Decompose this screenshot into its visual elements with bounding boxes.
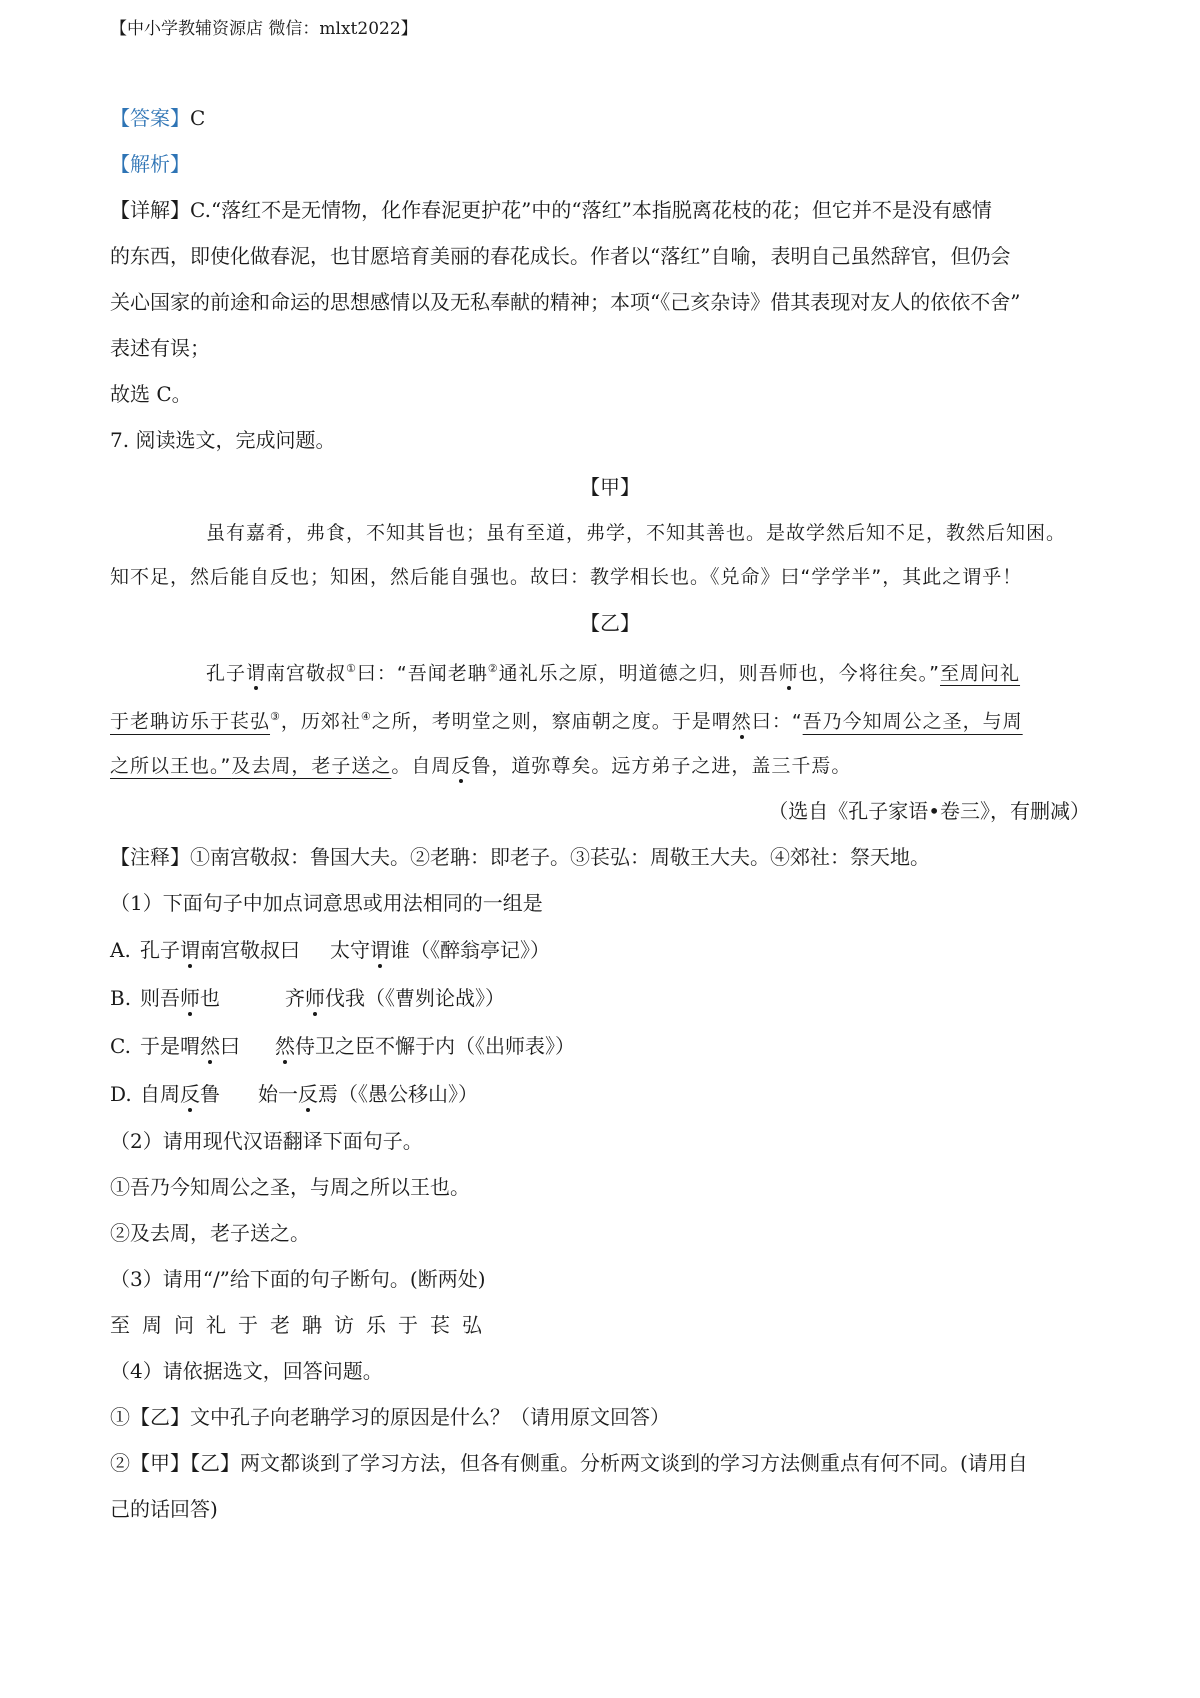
dotted-word: 反: [451, 754, 472, 777]
question-2-item: ①吾乃今知周公之圣，与周之所以王也。: [110, 1174, 470, 1199]
detail-paragraph: [110, 187, 1110, 371]
underlined-text: 之所以王也。”: [110, 754, 232, 777]
passage-yi-line: 于老聃访乐于苌弘③，历郊社④之所，考明堂之则，察庙朝之度。于是喟然曰：“吾乃今知周公之圣，与周: [110, 710, 1023, 733]
question-4-item: ①【乙】文中孔子向老聃学习的原因是什么？（请用原文回答）: [110, 1404, 670, 1429]
question-3-prompt: （3）请用“/”给下面的句子断句。(断两处): [110, 1266, 486, 1291]
dotted-word: 谓: [180, 937, 200, 962]
answer-line: [110, 95, 1110, 141]
question-2-item: ②及去周，老子送之。: [110, 1220, 310, 1245]
dotted-word: 师: [180, 985, 200, 1010]
dotted-word: 然: [275, 1033, 295, 1058]
question-3-sentence: 至周问礼于老聃访乐于苌弘: [110, 1312, 494, 1337]
question-1-prompt: （1）下面句子中加点词意思或用法相同的一组是: [110, 890, 543, 915]
question-4-item: 己的话回答): [110, 1496, 218, 1521]
question-7-title: 7. 阅读选文，完成问题。: [110, 428, 336, 452]
underlined-text: 及去周，老子送之: [231, 754, 392, 777]
question-4-item: ②【甲】【乙】两文都谈到了学习方法，但各有侧重。分析两文谈到的学习方法侧重点有何不同。(请用自: [110, 1450, 1028, 1475]
document-page: [110, 14, 1110, 1532]
passage-source: （选自《孔子家语•卷三》，有删减）: [768, 798, 1090, 823]
annotations: 【注释】①南宫敬叔：鲁国大夫。②老聃：即老子。③苌弘：周敬王大夫。④郊社：祭天地。: [110, 844, 930, 869]
detail-line: 表述有误；: [110, 336, 210, 360]
passage-jia-line: 虽有嘉肴，弗食，不知其旨也；虽有至道，弗学，不知其善也。是故学然后知不足，教然后知困。: [206, 522, 1067, 544]
option-b: B. 则吾师也 齐师伐我（《曹刿论战》）: [110, 985, 505, 1010]
option-a: A. 孔子谓南宫敬叔曰 太守谓谁（《醉翁亭记》）: [110, 937, 550, 962]
dotted-word: 师: [778, 662, 799, 685]
watermark: 【中小学教辅资源店 微信：mlxt2022】: [110, 19, 418, 39]
passage-yi-line: 之所以王也。”及去周，老子送之。自周反鲁，道弥尊矣。远方弟子之进，盖三千焉。: [110, 754, 852, 777]
passage-jia-line: 知不足，然后能自反也；知困，然后能自强也。故曰：教学相长也。《兑命》曰“学学半”，其此之谓乎！: [110, 566, 1023, 588]
dotted-word: 反: [180, 1081, 200, 1106]
option-c: C. 于是喟然曰 然侍卫之臣不懈于内（《出师表》）: [110, 1033, 575, 1058]
passage-jia-title: 【甲】: [580, 475, 640, 499]
passage-yi-line: 孔子谓南宫敬叔①曰：“吾闻老聃②通礼乐之原，明道德之归，则吾师也，今将往矣。”至周问礼: [206, 662, 1021, 685]
analysis-label: 【解析】: [110, 152, 190, 176]
answer-label: 【答案】: [110, 106, 190, 130]
question-4-prompt: （4）请依据选文，回答问题。: [110, 1358, 383, 1383]
question-2-prompt: （2）请用现代汉语翻译下面句子。: [110, 1128, 423, 1153]
conclusion: 故选 C。: [110, 382, 192, 406]
dotted-word: 师: [305, 985, 325, 1010]
underlined-text: 吾乃今知周公之圣，与周: [802, 710, 1023, 733]
passage-yi-title: 【乙】: [580, 611, 640, 635]
dotted-word: 谓: [370, 937, 390, 962]
detail-line: 关心国家的前途和命运的思想感情以及无私奉献的精神；本项“《己亥杂诗》借其表现对友人的依依不舍”: [110, 290, 1021, 314]
underlined-text: 于老聃访乐于苌弘: [110, 710, 271, 733]
dotted-word: 反: [298, 1081, 318, 1106]
dotted-word: 谓: [246, 662, 267, 685]
dotted-word: 然: [731, 710, 752, 733]
detail-line: 的东西，即使化做春泥，也甘愿培育美丽的春花成长。作者以“落红”自喻，表明自己虽然辞官，但仍会: [110, 244, 1011, 268]
underlined-text: 至周问礼: [940, 662, 1021, 685]
options-list: [110, 926, 1110, 1118]
answer-value: C: [190, 106, 206, 130]
dotted-word: 然: [200, 1033, 220, 1058]
option-d: D. 自周反鲁 始一反焉（《愚公移山》）: [110, 1081, 478, 1106]
detail-line: 【详解】C.“落红不是无情物，化作春泥更护花”中的“落红”本指脱离花枝的花；但它并不是没有感情: [110, 198, 992, 222]
